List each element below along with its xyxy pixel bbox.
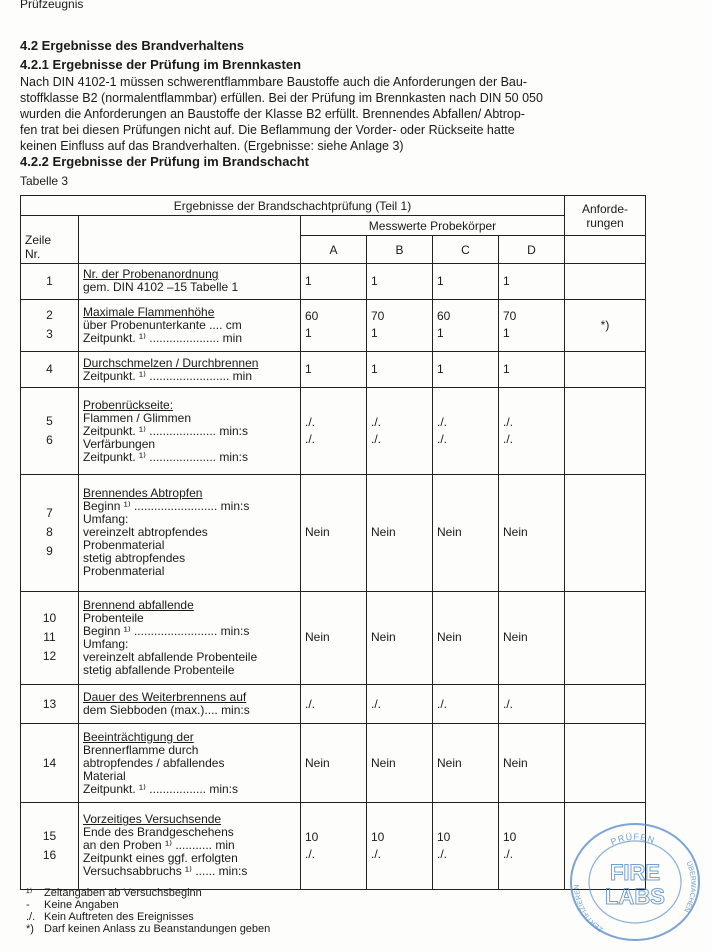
table-row [21,724,646,803]
measured-value: 70 [503,309,517,324]
row-label-title: Brennendes Abtropfen [83,486,203,501]
measured-value: 10 [371,829,385,844]
row-label-line: stetig abfallende Probenteile [83,662,235,677]
zeile-nr-cell [21,724,79,803]
page-header: Prüfzeugnis [20,0,84,11]
footnotes [26,887,271,935]
zeile-nr-cell [21,351,79,387]
value-cell-a [301,475,367,592]
column-header-d: D [499,236,565,264]
row-label-line: Versuchsabbruchs ¹⁾ ...... min:s [83,864,248,879]
anforderung-cell [565,685,646,724]
zeile-nr: 1 [46,273,53,288]
zeile-nr: 5 [46,414,53,429]
zeile-nr-cell [21,802,79,889]
measured-value: ./. [437,432,448,447]
value-cell-b [367,475,433,592]
value-cell-d [499,724,565,803]
row-label-line: Beginn ¹⁾ ......................... min:s [83,499,250,514]
anforderungen-header-line: rungen [586,215,624,230]
row-label-line: abtropfendes / abfallendes [83,755,225,770]
measured-value: Nein [437,630,462,645]
row-label-line: Zeitpunkt eines ggf. erfolgten [83,851,238,866]
anforderungen-header-line: Anforde- [581,201,629,216]
zeile-nr-cell [21,263,79,299]
section-heading-4-2: 4.2 Ergebnisse des Brandverhaltens [20,38,244,53]
zeile-nr: 9 [46,544,53,559]
anforderung-cell [565,388,646,475]
measured-value: 1 [305,362,312,376]
row-label-line: Brennerflamme durch [83,742,199,757]
footnote-mark: *) [26,923,34,935]
row-label-line: an den Proben ¹⁾ ........... min [83,838,235,853]
footnote-text: Zeitangaben ab Versuchsbeginn [44,887,202,899]
stamp-logo-fire: FIRE [609,860,661,885]
table-body [21,263,646,889]
paragraph-brennkasten [20,74,543,154]
measured-value: ./. [503,432,514,447]
anforderung-cell [565,724,646,803]
measured-value: 10 [503,829,517,844]
zeile-nr: 16 [42,847,57,862]
zeile-nr: 12 [42,649,57,664]
row-label-title: Dauer des Weiterbrennens auf [83,690,247,705]
table-row [21,802,646,889]
value-cell-c [433,475,499,592]
paragraph-line: keinen Einfluss auf das Brandverhalten. (Ergebnisse: siehe Anlage 3) [20,139,404,153]
section-heading-4-2-2: 4.2.2 Ergebnisse der Prüfung im Brandschacht [20,154,309,169]
row-label-title: Durchschmelzen / Durchbrennen [83,355,259,370]
value-cell-c [433,263,499,299]
anforderung-cell [565,263,646,299]
anforderung-cell [565,475,646,592]
measured-value: Nein [437,755,462,770]
footnote-mark: - [26,899,30,911]
zeile-nr: 15 [42,828,57,843]
table-row [21,685,646,724]
measured-value: Nein [305,525,330,540]
label-header-cell [79,216,301,264]
row-label-line: vereinzelt abfallende Probenteile [83,649,258,664]
value-cell-c [433,351,499,387]
measured-value: 1 [503,326,510,341]
zeile-nr: 6 [46,433,53,448]
paragraph-line: stoffklasse B2 (normalentflammbar) erfüllen. Bei der Prüfung im Brennkasten nach DIN 50 050 [20,91,543,105]
stamp-top-text: PRÜFEN [609,831,657,848]
measured-value: 1 [503,273,510,288]
stamp-right-text: ÜBERWACHEN [682,860,697,914]
row-label-line: Zeitpunkt. ¹⁾ ................. min:s [83,781,238,796]
measured-value: ./. [371,432,382,447]
value-cell-b [367,388,433,475]
fire-labs-stamp [566,818,704,944]
value-cell-b [367,299,433,351]
row-label-cell [79,724,301,803]
row-label-line: gem. DIN 4102 –15 Tabelle 1 [83,280,239,295]
row-label-title: Nr. der Probenanordnung [83,267,219,282]
row-label-line: Zeitpunkt. ¹⁾ ..................... min [83,330,242,345]
footnote-item [26,887,270,899]
table-row [21,388,646,475]
value-cell-a [301,724,367,803]
measured-value: 1 [371,362,378,376]
value-cell-d [499,685,565,724]
value-cell-b [367,591,433,684]
zeile-nr: 3 [46,327,53,342]
zeile-header [21,216,79,264]
value-cell-b [367,802,433,889]
value-cell-a [301,263,367,299]
row-label-line: stetig abtropfendes [83,551,186,566]
value-cell-c [433,591,499,684]
measured-value: Nein [503,525,528,540]
row-label-cell [79,475,301,592]
measured-value: Nein [305,755,330,770]
zeile-nr-cell [21,475,79,592]
row-label-title: Brennend abfallende [83,597,194,612]
row-label-line: Ende des Brandgeschehens [83,825,234,840]
row-label-title: Beeinträchtigung der [83,729,194,744]
zeile-nr: 8 [46,525,53,540]
measured-value: ./. [371,415,382,430]
row-label-line: dem Siebboden (max.).... min:s [83,703,250,718]
row-label-title: Maximale Flammenhöhe [83,304,215,319]
table-row [21,475,646,592]
zeile-nr: 10 [42,611,57,626]
paragraph-line: fen trat bei diesen Prüfungen nicht auf. Die Beflammung der Vorder- oder Rückseite hatte [20,123,515,137]
row-label-line: Umfang: [83,512,129,527]
messwerte-header: Messwerte Probekörper [301,216,565,236]
measured-value: Nein [371,630,396,645]
measured-value: 10 [437,829,451,844]
value-cell-d [499,263,565,299]
zeile-nr: 4 [46,362,53,376]
table-row [21,299,646,351]
row-label-cell [79,388,301,475]
row-label-line: Probenmaterial [83,564,165,579]
zeile-nr: 2 [46,308,53,323]
row-label-title: Vorzeitiges Versuchsende [83,812,222,827]
measured-value: Nein [371,525,396,540]
row-label-line: Zeitpunkt. ¹⁾ ........................ min [83,368,252,383]
measured-value: ./. [503,846,514,861]
section-heading-4-2-1: 4.2.1 Ergebnisse der Prüfung im Brennkasten [20,57,302,72]
table-row [21,351,646,387]
stamp-logo-labs: LABS [605,884,665,909]
measured-value: Nein [437,525,462,540]
table-title: Ergebnisse der Brandschachtprüfung (Teil 1) [21,196,565,216]
measured-value: ./. [437,415,448,430]
row-label-line: Zeitpunkt. ¹⁾ .................... min:s [83,449,248,464]
table-label: Tabelle 3 [20,174,69,188]
row-label-line: über Probenunterkante .... cm [83,317,242,332]
zeile-nr-cell [21,591,79,684]
value-cell-d [499,802,565,889]
measured-value: ./. [371,696,382,711]
footnote-text: Darf keinen Anlass zu Beanstandungen geben [44,923,271,935]
row-label-line: vereinzelt abtropfendes [83,525,208,540]
row-label-line: Zeitpunkt. ¹⁾ .................... min:s [83,423,248,438]
row-label-cell [79,802,301,889]
value-cell-a [301,388,367,475]
zeile-nr-cell [21,685,79,724]
measured-value: ./. [437,846,448,861]
measured-value: 1 [371,326,378,341]
footnote-text: Kein Auftreten des Ereignisses [44,911,194,923]
row-label-cell [79,591,301,684]
value-cell-b [367,685,433,724]
measured-value: ./. [305,846,316,861]
anforderung-cell [565,351,646,387]
zeile-nr-cell [21,299,79,351]
row-label-line: Beginn ¹⁾ ......................... min:s [83,623,250,638]
value-cell-b [367,351,433,387]
measured-value: ./. [503,696,514,711]
measured-value: ./. [305,432,316,447]
measured-value: 1 [305,273,312,288]
value-cell-c [433,299,499,351]
measured-value: 1 [305,326,312,341]
measured-value: 1 [503,362,510,376]
measured-value: 60 [305,309,319,324]
value-cell-b [367,724,433,803]
zeile-header-line: Zeile [25,232,52,247]
measured-value: 10 [305,829,319,844]
zeile-nr: 13 [42,696,57,711]
value-cell-a [301,351,367,387]
value-cell-d [499,475,565,592]
table-row [21,591,646,684]
zeile-nr-cell [21,388,79,475]
row-label-line: Umfang: [83,636,129,651]
footnote-mark: ¹⁾ [26,887,33,899]
zeile-nr: 14 [42,755,57,770]
measured-value: Nein [503,755,528,770]
column-header-a: A [301,236,367,264]
row-label-line: Material [83,768,126,783]
footnote-item [26,911,270,923]
anforderungen-header [565,196,646,236]
row-label-line: Verfärbungen [83,436,156,451]
row-label-title: Probenrückseite: [83,397,174,412]
zeile-nr: 11 [43,630,56,645]
value-cell-d [499,388,565,475]
row-label-cell [79,263,301,299]
value-cell-c [433,388,499,475]
value-cell-d [499,591,565,684]
measured-value: Nein [371,755,396,770]
column-header-b: B [367,236,433,264]
measured-value: Nein [305,630,330,645]
row-label-cell [79,299,301,351]
results-table [20,195,646,890]
measured-value: ./. [371,846,382,861]
measured-value: Nein [503,630,528,645]
footnote-item [26,923,271,935]
value-cell-a [301,685,367,724]
anforderung-cell [565,591,646,684]
measured-value: ./. [305,696,316,711]
measured-value: ./. [503,415,514,430]
row-label-line: Probenmaterial [83,538,165,553]
value-cell-a [301,802,367,889]
measured-value: 1 [437,326,444,341]
measured-value: ./. [437,696,448,711]
value-cell-d [499,351,565,387]
footnote-mark: ./. [26,911,36,923]
measured-value: 60 [437,309,451,324]
value-cell-b [367,263,433,299]
paragraph-line: Nach DIN 4102-1 müssen schwerentflammbare Baustoffe auch die Anforderungen der Bau- [20,75,528,89]
value-cell-c [433,685,499,724]
footnote-text: Keine Angaben [44,899,119,911]
measured-value: ./. [305,415,316,430]
measured-value: 1 [371,273,378,288]
measured-value: 1 [437,362,444,376]
value-cell-a [301,299,367,351]
column-header-c: C [433,236,499,264]
stamp-left-text: ZERTIFIZIEREN [573,884,605,933]
paragraph-line: wurden die Anforderungen an Baustoffe der Klasse B2 erfüllt. Brennendes Abfallen/ Abtrop- [20,107,525,121]
zeile-header-line: Nr. [25,246,41,261]
value-cell-c [433,802,499,889]
row-label-line: Flammen / Glimmen [83,410,192,425]
value-cell-d [499,299,565,351]
anforderung-cell: *) [565,299,646,351]
measured-value: 1 [437,273,444,288]
value-cell-c [433,724,499,803]
table-row [21,263,646,299]
row-label-cell [79,351,301,387]
anforderungen-empty-cell [565,236,646,264]
row-label-cell [79,685,301,724]
row-label-line: Probenteile [83,610,144,625]
measured-value: 70 [371,309,385,324]
footnote-item [26,899,270,911]
value-cell-a [301,591,367,684]
zeile-nr: 7 [46,506,53,521]
